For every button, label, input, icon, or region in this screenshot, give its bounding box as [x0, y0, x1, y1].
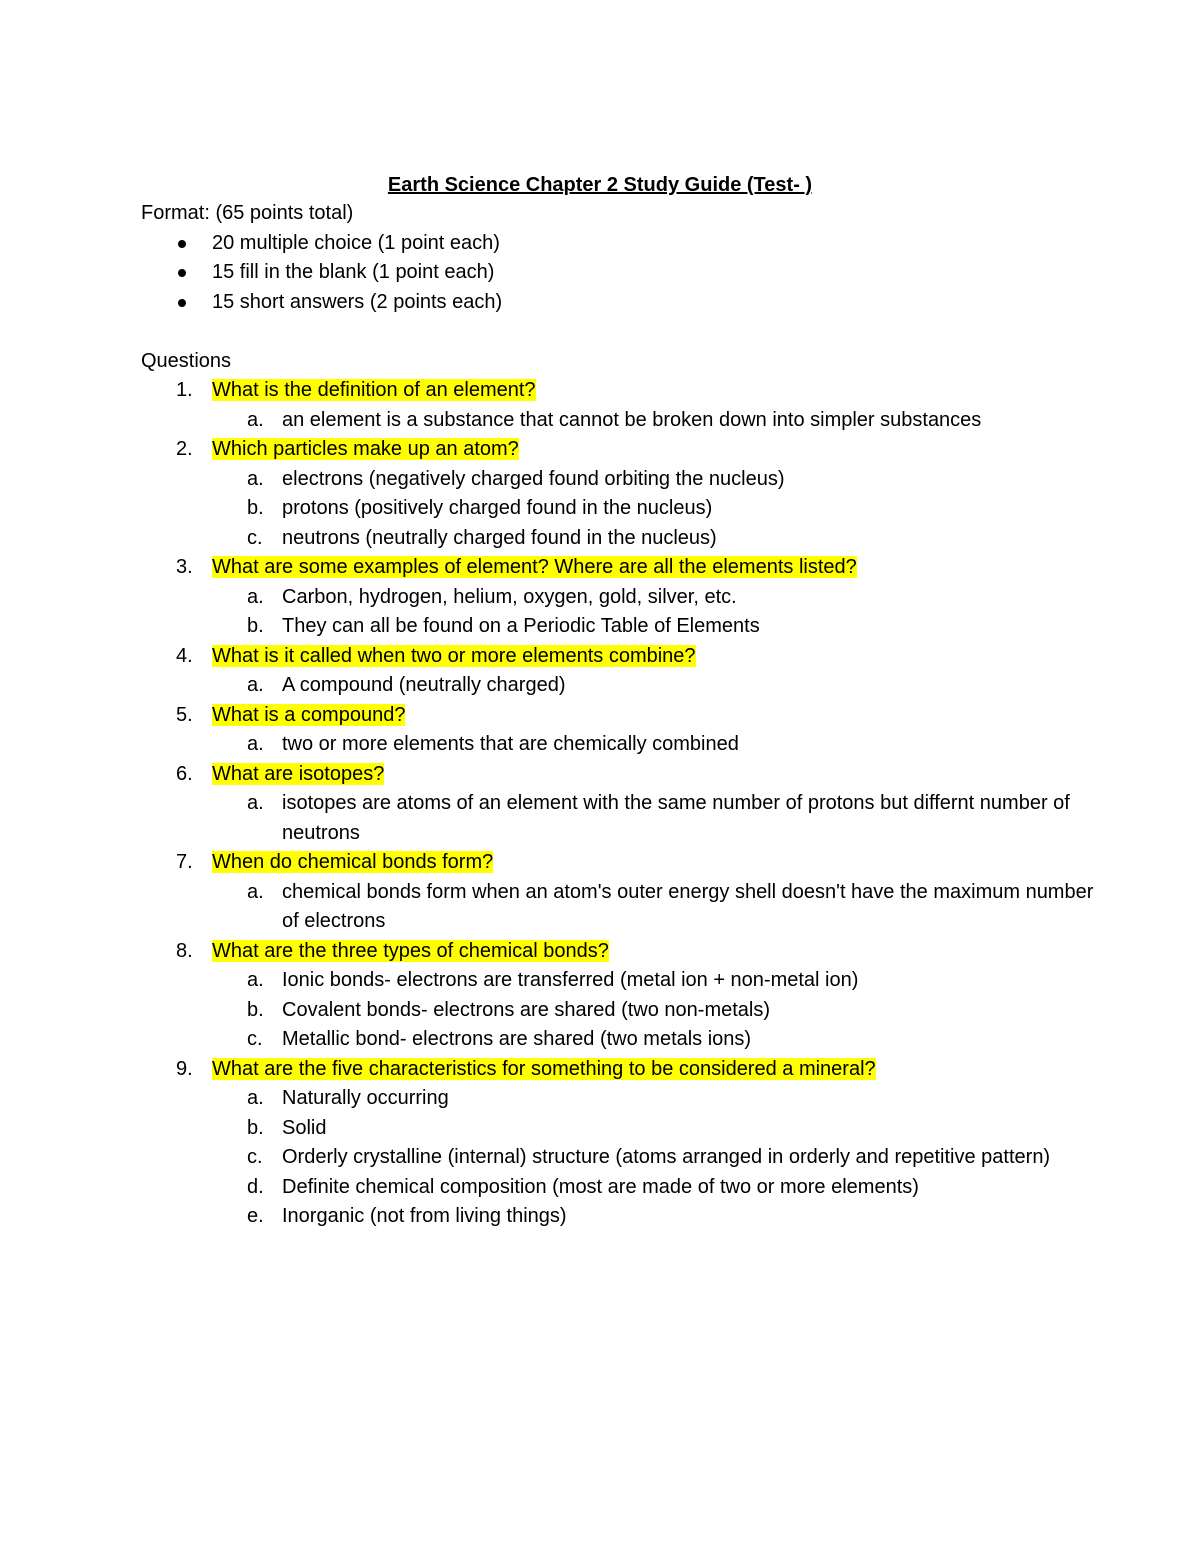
answer-letter: b. — [247, 1116, 264, 1139]
answer-item — [141, 1202, 1101, 1232]
answer-item — [141, 465, 1101, 495]
answer-item — [141, 1173, 1101, 1203]
answer-list — [141, 671, 1101, 701]
format-item — [141, 288, 1101, 318]
document-title: Earth Science Chapter 2 Study Guide (Test- ) — [387, 174, 813, 196]
answer-list — [141, 878, 1101, 937]
format-item-text: 20 multiple choice (1 point each) — [212, 231, 500, 254]
question-number: 1. — [176, 379, 193, 401]
question-row — [141, 1055, 1101, 1085]
format-item — [141, 229, 1101, 259]
answer-letter: c. — [247, 1028, 263, 1050]
answer-text: electrons (negatively charged found orbiting the nucleus) — [282, 467, 785, 490]
format-list — [141, 229, 1101, 318]
answer-letter: a. — [247, 880, 264, 903]
question-number: 6. — [176, 762, 193, 785]
question-text: Which particles make up an atom? — [212, 438, 519, 460]
answer-list — [141, 465, 1101, 554]
answer-list — [141, 789, 1101, 848]
question-text: What is it called when two or more elements combine? — [212, 644, 696, 667]
answer-item — [141, 789, 1101, 848]
questions-heading: Questions — [141, 349, 232, 372]
answer-text: isotopes are atoms of an element with the same number of protons but differnt number of neutrons — [282, 792, 1070, 844]
answer-letter: e. — [247, 1205, 264, 1227]
question-number: 9. — [176, 1057, 193, 1080]
document-body — [141, 199, 1101, 1232]
bullet-icon — [178, 269, 186, 277]
answer-letter: a. — [247, 467, 264, 490]
question-text: What is the definition of an element? — [212, 379, 536, 401]
question-item — [141, 848, 1101, 937]
question-item — [141, 376, 1101, 435]
answer-item — [141, 730, 1101, 760]
answer-item — [141, 671, 1101, 701]
answer-text: two or more elements that are chemically combined — [282, 733, 739, 755]
answer-text: chemical bonds form when an atom's outer energy shell doesn't have the maximum number of electrons — [282, 880, 1094, 932]
answer-text: Inorganic (not from living things) — [282, 1205, 567, 1227]
question-number: 4. — [176, 644, 193, 667]
answer-text: Solid — [282, 1116, 327, 1139]
question-item — [141, 435, 1101, 553]
answer-text: Definite chemical composition (most are made of two or more elements) — [282, 1175, 919, 1198]
answer-text: A compound (neutrally charged) — [282, 674, 566, 696]
question-row — [141, 553, 1101, 583]
answer-item — [141, 1084, 1101, 1114]
answer-item — [141, 1114, 1101, 1144]
question-row — [141, 376, 1101, 406]
format-item-text: 15 fill in the blank (1 point each) — [212, 261, 495, 283]
answer-letter: c. — [247, 526, 263, 549]
answer-letter: d. — [247, 1175, 264, 1198]
answer-text: Ionic bonds- electrons are transferred (metal ion + non-metal ion) — [282, 969, 859, 991]
answer-text: protons (positively charged found in the nucleus) — [282, 497, 713, 519]
question-text: What are the five characteristics for something to be considered a mineral? — [212, 1057, 876, 1080]
question-item — [141, 701, 1101, 760]
question-row — [141, 701, 1101, 731]
answer-text: an element is a substance that cannot be broken down into simpler substances — [282, 408, 982, 431]
answer-item — [141, 583, 1101, 613]
format-item — [141, 258, 1101, 288]
answer-letter: a. — [247, 969, 264, 991]
question-row — [141, 642, 1101, 672]
question-text: What are the three types of chemical bonds? — [212, 939, 609, 962]
question-item — [141, 553, 1101, 642]
answer-text: They can all be found on a Periodic Table of Elements — [282, 615, 760, 637]
answer-item — [141, 996, 1101, 1026]
question-text: When do chemical bonds form? — [212, 851, 494, 873]
format-item-text: 15 short answers (2 points each) — [212, 290, 503, 313]
answer-text: Covalent bonds- electrons are shared (two non-metals) — [282, 998, 771, 1021]
question-text: What is a compound? — [212, 703, 406, 726]
answer-letter: a. — [247, 585, 264, 608]
answer-list — [141, 406, 1101, 436]
question-number: 7. — [176, 851, 193, 873]
question-number: 5. — [176, 703, 193, 726]
answer-item — [141, 494, 1101, 524]
answer-item — [141, 524, 1101, 554]
question-item — [141, 760, 1101, 849]
question-number: 8. — [176, 939, 193, 962]
answer-item — [141, 1025, 1101, 1055]
question-item — [141, 1055, 1101, 1232]
answer-letter: a. — [247, 792, 264, 814]
answer-item — [141, 612, 1101, 642]
answer-letter: b. — [247, 497, 264, 519]
answer-letter: a. — [247, 674, 264, 696]
question-text: What are some examples of element? Where are all the elements listed? — [212, 556, 857, 578]
answer-letter: a. — [247, 1087, 264, 1109]
answer-text: Orderly crystalline (internal) structure (atoms arranged in orderly and repetitive pattern) — [282, 1146, 1051, 1168]
questions-list — [141, 376, 1101, 1232]
answer-list — [141, 966, 1101, 1055]
answer-item — [141, 966, 1101, 996]
answer-text: neutrons (neutrally charged found in the nucleus) — [282, 526, 717, 549]
answer-item — [141, 406, 1101, 436]
answer-text: Carbon, hydrogen, helium, oxygen, gold, silver, etc. — [282, 585, 737, 608]
question-row — [141, 760, 1101, 790]
question-row — [141, 435, 1101, 465]
answer-list — [141, 730, 1101, 760]
answer-item — [141, 1143, 1101, 1173]
answer-letter: a. — [247, 733, 264, 755]
answer-letter: c. — [247, 1146, 263, 1168]
answer-text: Naturally occurring — [282, 1087, 449, 1109]
answer-text: Metallic bond- electrons are shared (two metals ions) — [282, 1028, 752, 1050]
answer-list — [141, 1084, 1101, 1232]
blank-line — [141, 317, 1101, 347]
question-text: What are isotopes? — [212, 762, 385, 785]
bullet-icon — [178, 299, 186, 307]
question-item — [141, 642, 1101, 701]
question-number: 3. — [176, 556, 193, 578]
question-row — [141, 848, 1101, 878]
bullet-icon — [178, 240, 186, 248]
answer-letter: a. — [247, 408, 264, 431]
question-row — [141, 937, 1101, 967]
answer-item — [141, 878, 1101, 937]
answer-letter: b. — [247, 998, 264, 1021]
format-heading: Format: (65 points total) — [141, 202, 354, 224]
question-number: 2. — [176, 438, 193, 460]
question-item — [141, 937, 1101, 1055]
answer-letter: b. — [247, 615, 264, 637]
answer-list — [141, 583, 1101, 642]
